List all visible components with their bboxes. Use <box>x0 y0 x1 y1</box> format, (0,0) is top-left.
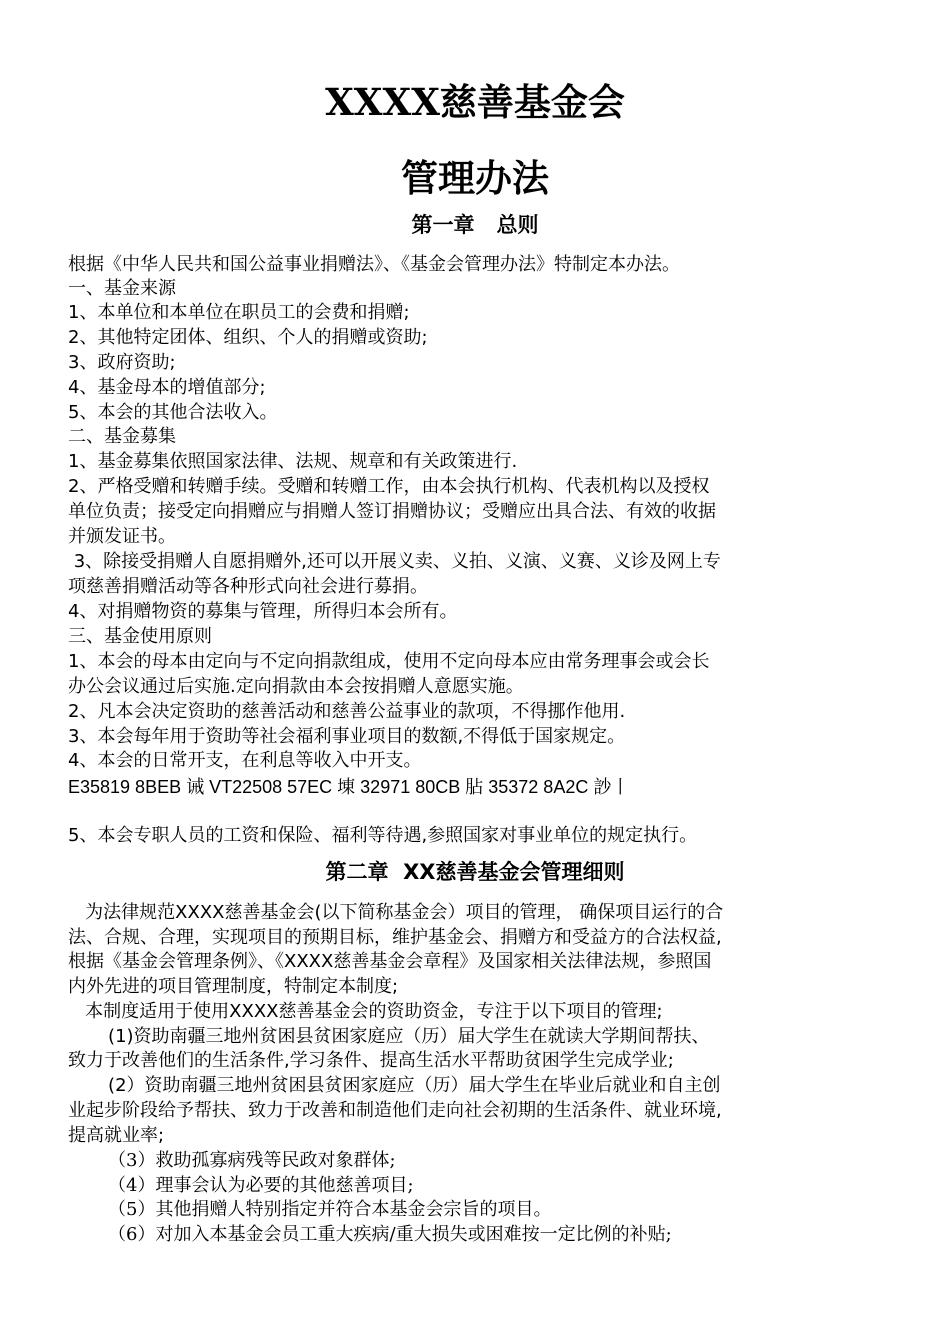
paragraph-line: 法、合规、合理，实现项目的预期目标，维护基金会、捐赠方和受益方的合法权益, <box>68 927 722 948</box>
chapter1-heading: 第一章 总则 <box>411 213 539 237</box>
section-heading: 二、基金募集 <box>68 426 176 447</box>
document-title-line1: XXXX慈善基金会 <box>325 80 625 124</box>
list-item: （6）对加入本基金会员工重大疾病/重大损失或困难按一定比例的补贴; <box>68 1224 672 1245</box>
list-item: 4、本会的日常开支，在利息等收入中开支。 <box>68 750 422 771</box>
list-item-continuation: 并颁发证书。 <box>68 526 176 547</box>
list-item: 2、其他特定团体、组织、个人的捐赠或资助; <box>68 327 428 348</box>
section-heading: 三、基金使用原则 <box>68 626 212 647</box>
list-item: 3、除接受捐赠人自愿捐赠外,还可以开展义卖、义拍、义演、义赛、义诊及网上专 <box>68 551 721 572</box>
list-item: 2、凡本会决定资助的慈善活动和慈善公益事业的款项，不得挪作他用. <box>68 701 626 722</box>
list-item: （4）理事会认为必要的其他慈善项目; <box>68 1175 414 1196</box>
list-item: 3、本会每年用于资助等社会福利事业项目的数额,不得低于国家规定。 <box>68 726 626 747</box>
chapter2-heading: 第二章 XX慈善基金会管理细则 <box>325 860 625 884</box>
section-heading: 一、基金来源 <box>68 278 176 299</box>
list-item: （5）其他捐赠人特别指定并符合本基金会宗旨的项目。 <box>68 1199 552 1220</box>
list-item-continuation: 办公会议通过后实施.定向捐款由本会按捐赠人意愿实施。 <box>68 676 524 697</box>
list-item: （3）救助孤寡病残等民政对象群体; <box>68 1150 396 1171</box>
document-title-line2: 管理办法 <box>401 156 549 200</box>
list-item: 5、本会专职人员的工资和保险、福利等待遇,参照国家对事业单位的规定执行。 <box>68 825 698 846</box>
list-item-continuation: 提高就业率; <box>68 1125 165 1146</box>
list-item: 4、对捐赠物资的募集与管理，所得归本会所有。 <box>68 601 458 622</box>
list-item: 5、本会的其他合法收入。 <box>68 402 278 423</box>
list-item: (2）资助南疆三地州贫困县贫困家庭应（历）届大学生在毕业后就业和自主创 <box>68 1075 721 1096</box>
list-item: (1)资助南疆三地州贫困县贫困家庭应（历）届大学生在就读大学期间帮扶、 <box>68 1026 710 1047</box>
list-item: 2、严格受赠和转赠手续。受赠和转赠工作，由本会执行机构、代表机构以及授权 <box>68 476 710 497</box>
list-item-continuation: 业起步阶段给予帮扶、致力于改善和制造他们走向社会初期的生活条件、就业环境, <box>68 1100 722 1121</box>
list-item: 1、本单位和本单位在职员工的会费和捐赠; <box>68 302 410 323</box>
paragraph-line: 本制度适用于使用XXXX慈善基金会的资助资金，专注于以下项目的管理; <box>68 1001 663 1022</box>
list-item: 4、基金母本的增值部分; <box>68 377 266 398</box>
list-item-continuation: 致力于改善他们的生活条件,学习条件、提高生活水平帮助贫困学生完成学业; <box>68 1050 674 1071</box>
paragraph-line: 为法律规范XXXX慈善基金会(以下简称基金会）项目的管理， 确保项目运行的合 <box>68 902 724 923</box>
garbled-text-line: E35819 8BEB 诫 VT22508 57EC 埬 32971 80CB 胋 35372 8A2C 訬丨 <box>68 777 630 797</box>
paragraph-line: 内外先进的项目管理制度，特制定本制度; <box>68 976 399 997</box>
list-item: 1、本会的母本由定向与不定向捐款组成，使用不定向母本应由常务理事会或会长 <box>68 651 710 672</box>
paragraph-line: 根据《基金会管理条例》、《XXXX慈善基金会章程》及国家相关法律法规，参照国 <box>68 951 712 972</box>
list-item: 3、政府资助; <box>68 352 176 373</box>
list-item-continuation: 单位负责；接受定向捐赠应与捐赠人签订捐赠协议；受赠应出具合法、有效的收据 <box>68 501 716 522</box>
list-item-continuation: 项慈善捐赠活动等各种形式向社会进行募捐。 <box>68 576 428 597</box>
list-item: 1、基金募集依照国家法律、法规、规章和有关政策进行. <box>68 451 518 472</box>
paragraph-line: 根据《中华人民共和国公益事业捐赠法》、《基金会管理办法》特制定本办法。 <box>68 254 680 275</box>
